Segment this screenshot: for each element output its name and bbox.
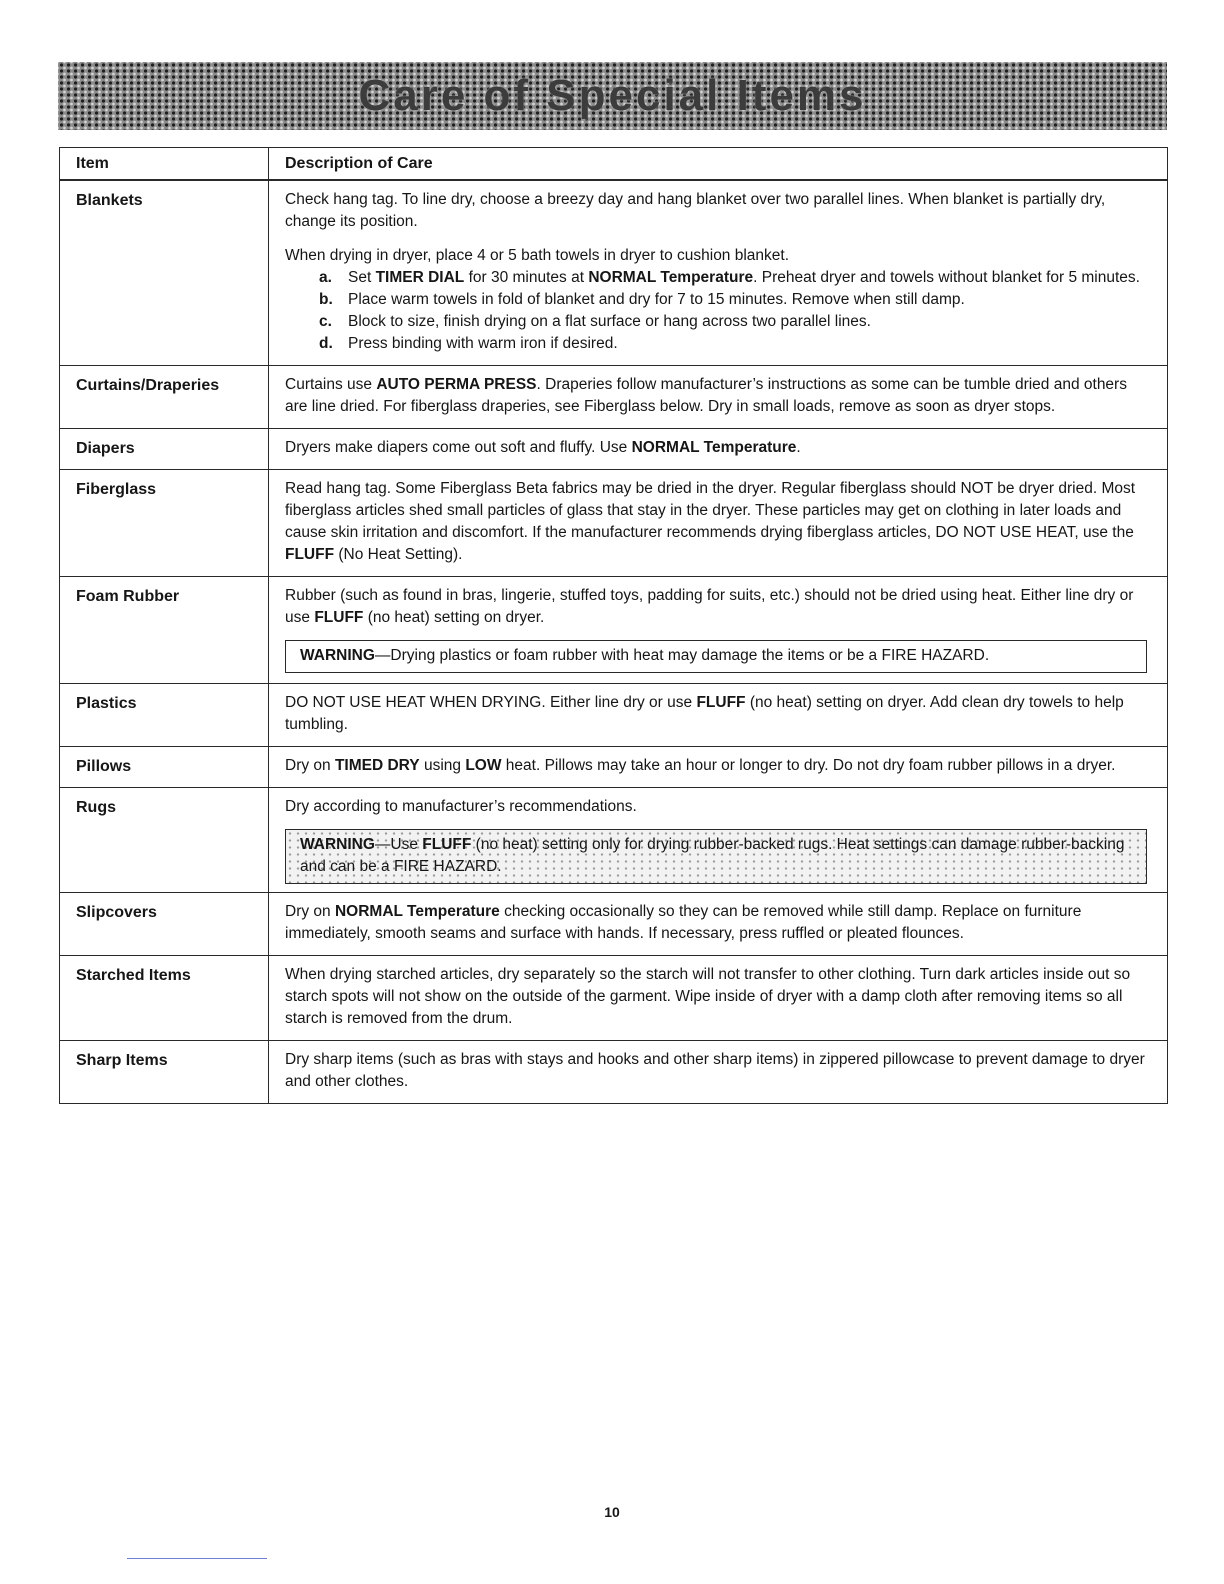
- table-row-diapers: [60, 429, 1168, 470]
- table-row-slipcovers: [60, 893, 1168, 956]
- blankets-paragraph-1: Check hang tag. To line dry, choose a breezy day and hang blanket over two parallel lines. When blanket is partially dry, change its position.: [285, 191, 1106, 230]
- item-starched-items: Starched Items: [60, 956, 269, 1041]
- table-row-rugs: [60, 788, 1168, 893]
- header-item: Item: [60, 148, 269, 181]
- section-banner: [58, 62, 1167, 130]
- blankets-steps: [285, 267, 1147, 355]
- blankets-step-b: b. Place warm towels in fold of blanket and dry for 7 to 15 minutes. Remove when still damp.: [319, 289, 1147, 311]
- desc-pillows: Dry on TIMED DRY using LOW heat. Pillows may take an hour or longer to dry. Do not dry foam rubber pillows in a dryer.: [269, 747, 1168, 788]
- desc-slipcovers: Dry on NORMAL Temperature checking occasionally so they can be removed while still damp. Replace on furniture immediately, smooth seams and surface with hands. If necessary, press ruffled or pleated flounces.: [269, 893, 1168, 956]
- step-marker: a.: [319, 269, 332, 286]
- item-fiberglass: Fiberglass: [60, 470, 269, 577]
- rugs-warning-box: WARNING—Use FLUFF (no heat) setting only for drying rubber-backed rugs. Heat settings can damage rubber-backing and can be a FIRE HAZARD.: [285, 829, 1147, 884]
- care-table: [59, 147, 1168, 1104]
- item-blankets: Blankets: [60, 180, 269, 366]
- blankets-step-c: c. Block to size, finish drying on a flat surface or hang across two parallel lines.: [319, 311, 1147, 333]
- table-row-starched-items: [60, 956, 1168, 1041]
- table-row-sharp-items: [60, 1041, 1168, 1104]
- item-rugs: Rugs: [60, 788, 269, 893]
- table-row-plastics: [60, 684, 1168, 747]
- desc-curtains: Curtains use AUTO PERMA PRESS. Draperies follow manufacturer’s instructions as some can be tumble dried and others are line dried. For fiberglass draperies, see Fiberglass below. Dry in small loads, remove as soon as dryer stops.: [269, 366, 1168, 429]
- page-number: 10: [604, 1504, 620, 1520]
- desc-diapers: Dryers make diapers come out soft and fluffy. Use NORMAL Temperature.: [269, 429, 1168, 470]
- desc-foam-rubber: Rubber (such as found in bras, lingerie, stuffed toys, padding for suits, etc.) should not be dried using heat. Either line dry or use FLUFF (no heat) setting on dryer. WARNING—Drying plastics or foam rubber with heat may damage the items or be a FIRE HAZARD.: [269, 577, 1168, 684]
- header-description: Description of Care: [269, 148, 1168, 181]
- blankets-step-a: a. Set TIMER DIAL for 30 minutes at NORMAL Temperature. Preheat dryer and towels without blanket for 5 minutes.: [319, 267, 1147, 289]
- footer-rule: [127, 1558, 267, 1559]
- table-row-foam-rubber: [60, 577, 1168, 684]
- table-row-pillows: [60, 747, 1168, 788]
- blankets-paragraph-2: When drying in dryer, place 4 or 5 bath towels in dryer to cushion blanket.: [285, 247, 790, 264]
- item-curtains: Curtains/Draperies: [60, 366, 269, 429]
- table-row-fiberglass: [60, 470, 1168, 577]
- desc-plastics: DO NOT USE HEAT WHEN DRYING. Either line dry or use FLUFF (no heat) setting on dryer. Add clean dry towels to help tumbling.: [269, 684, 1168, 747]
- foam-rubber-warning-box: WARNING—Drying plastics or foam rubber with heat may damage the items or be a FIRE HAZARD.: [285, 640, 1147, 673]
- blankets-step-d: d. Press binding with warm iron if desired.: [319, 333, 1147, 355]
- desc-fiberglass: Read hang tag. Some Fiberglass Beta fabrics may be dried in the dryer. Regular fiberglass should NOT be dryer dried. Most fiberglass articles shed small particles of glass that stay in the dryer. These particles may get on clothing in later loads and cause skin irritation and discomfort. If the manufacturer recommends drying fiberglass articles, DO NOT USE HEAT, use the FLUFF (No Heat Setting).: [269, 470, 1168, 577]
- warning-label: WARNING: [300, 836, 375, 853]
- table-header-row: [60, 148, 1168, 181]
- desc-blankets: [269, 180, 1168, 366]
- step-marker: b.: [319, 291, 333, 308]
- item-plastics: Plastics: [60, 684, 269, 747]
- desc-starched-items: When drying starched articles, dry separately so the starch will not transfer to other clothing. Turn dark articles inside out so starch spots will not show on the outside of the garment. Wipe inside of dryer with a damp cloth after removing items so all starch is removed from the drum.: [269, 956, 1168, 1041]
- item-pillows: Pillows: [60, 747, 269, 788]
- item-foam-rubber: Foam Rubber: [60, 577, 269, 684]
- item-slipcovers: Slipcovers: [60, 893, 269, 956]
- banner-title: Care of Special Items: [358, 71, 867, 120]
- warning-label: WARNING: [300, 647, 375, 664]
- item-diapers: Diapers: [60, 429, 269, 470]
- step-marker: d.: [319, 335, 333, 352]
- table-row-curtains: [60, 366, 1168, 429]
- item-sharp-items: Sharp Items: [60, 1041, 269, 1104]
- step-marker: c.: [319, 313, 332, 330]
- table-row-blankets: [60, 180, 1168, 366]
- desc-sharp-items: Dry sharp items (such as bras with stays and hooks and other sharp items) in zippered pillowcase to prevent damage to dryer and other clothes.: [269, 1041, 1168, 1104]
- desc-rugs: Dry according to manufacturer’s recommendations. WARNING—Use FLUFF (no heat) setting only for drying rubber-backed rugs. Heat settings can damage rubber-backing and can be a FIRE HAZARD.: [269, 788, 1168, 893]
